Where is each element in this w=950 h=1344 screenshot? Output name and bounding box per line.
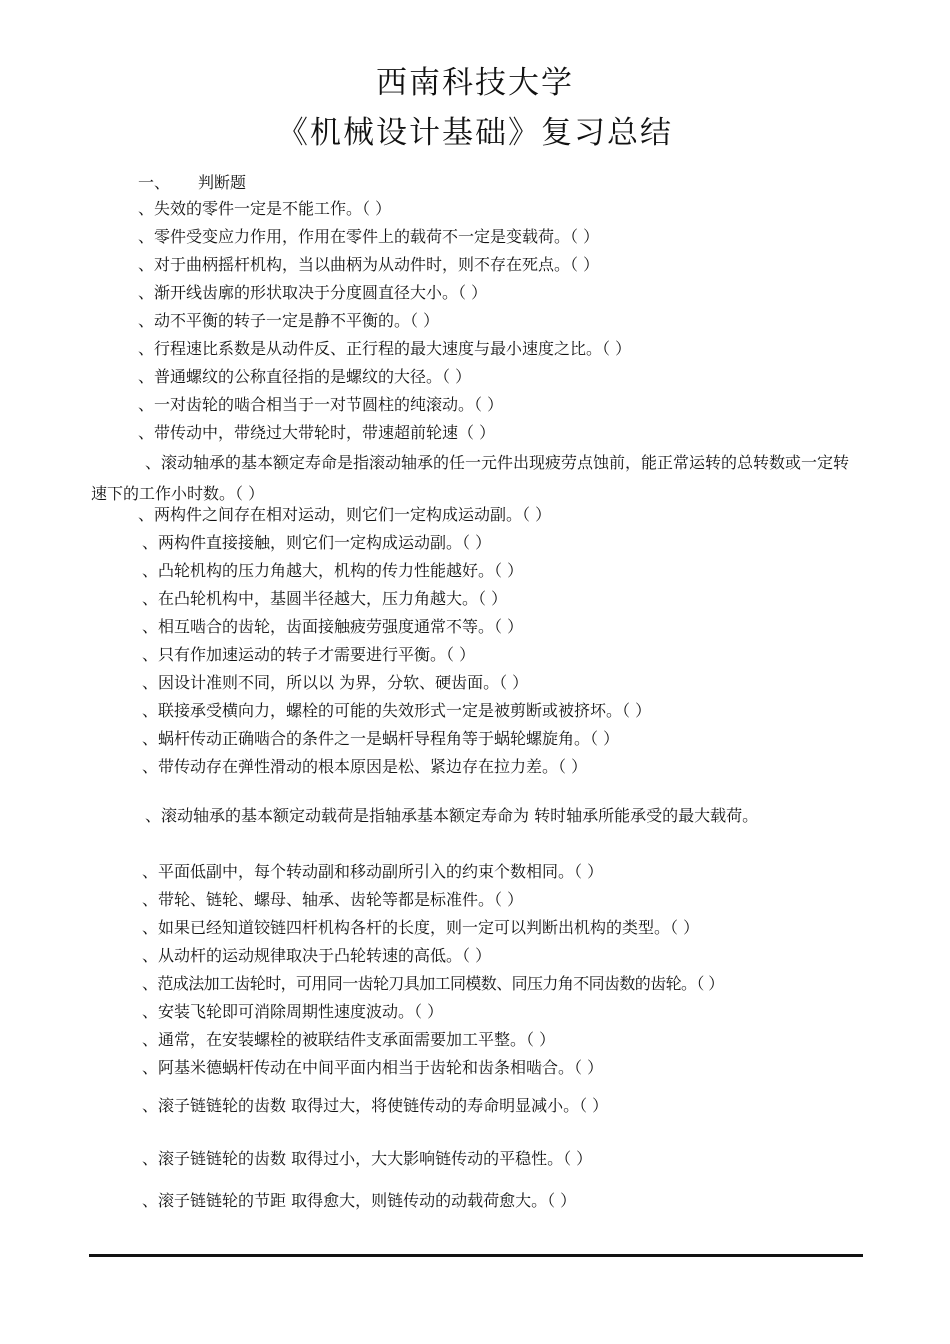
question-item: 、范成法加工齿轮时，可用同一齿轮刀具加工同模数、同压力角不同齿数的齿轮。（ ） [142,974,724,993]
question-item: 、动不平衡的转子一定是静不平衡的。（ ） [138,311,440,330]
question-item: 、滚子链链轮的节距 取得愈大，则链传动的动载荷愈大。（ ） [142,1191,577,1210]
question-item: 、阿基米德蜗杆传动在中间平面内相当于齿轮和齿条相啮合。（ ） [142,1058,604,1077]
course-title: 《机械设计基础》复习总结 [277,115,673,151]
question-item: 、两构件之间存在相对运动，则它们一定构成运动副。（ ） [138,505,552,524]
question-item: 、行程速比系数是从动件反、正行程的最大速度与最小速度之比。（ ） [138,339,632,358]
question-item: 、普通螺纹的公称直径指的是螺纹的大径。（ ） [138,367,472,386]
question-item: 、安装飞轮即可消除周期性速度波动。（ ） [142,1002,444,1021]
question-item: 、通常，在安装螺栓的被联结件支承面需要加工平整。（ ） [142,1030,556,1049]
question-item-wrapped: 、滚动轴承的基本额定寿命是指滚动轴承的任一元件出现疲劳点蚀前，能正常运转的总转数或一定转速下的工作小时数。（ ） [91,453,850,503]
question-item: 、只有作加速运动的转子才需要进行平衡。（ ） [142,645,476,664]
bottom-divider [89,1254,863,1257]
question-item: 、凸轮机构的压力角越大，机构的传力性能越好。（ ） [142,561,524,580]
question-item: 、带传动存在弹性滑动的根本原因是松、紧边存在拉力差。（ ） [142,757,588,776]
section-heading [138,170,246,193]
university-title: 西南科技大学 [376,65,574,101]
question-item: 、一对齿轮的啮合相当于一对节圆柱的纯滚动。（ ） [138,395,504,414]
question-item: 、带传动中，带绕过大带轮时，带速超前轮速（ ） [138,423,496,442]
question-item: 、滚子链链轮的齿数 取得过大，将使链传动的寿命明显减小。（ ） [142,1096,609,1115]
section-number: 一、 [138,173,171,192]
question-item: 、从动杆的运动规律取决于凸轮转速的高低。（ ） [142,946,492,965]
question-item: 、滚子链链轮的齿数 取得过小，大大影响链传动的平稳性。（ ） [142,1149,593,1168]
question-item: 、平面低副中，每个转动副和移动副所引入的约束个数相同。（ ） [142,862,604,881]
question-item: 、失效的零件一定是不能工作。（ ） [138,199,392,218]
question-item: 、在凸轮机构中，基圆半径越大，压力角越大。（ ） [142,589,508,608]
question-item: 、渐开线齿廓的形状取决于分度圆直径大小。（ ） [138,283,488,302]
question-item: 、两构件直接接触，则它们一定构成运动副。（ ） [142,533,492,552]
question-item: 、带轮、链轮、螺母、轴承、齿轮等都是标准件。（ ） [142,890,524,909]
section-name: 判断题 [198,173,247,192]
question-item: 、对于曲柄摇杆机构，当以曲柄为从动件时，则不存在死点。（ ） [138,255,600,274]
question-item: 、如果已经知道铰链四杆机构各杆的长度，则一定可以判断出机构的类型。（ ） [142,918,700,937]
question-item: 、因设计准则不同，所以以 为界，分软、硬齿面。（ ） [142,673,529,692]
question-item: 、联接承受横向力，螺栓的可能的失效形式一定是被剪断或被挤坏。（ ） [142,701,652,720]
question-item-wrapped: 、滚动轴承的基本额定动载荷是指轴承基本额定寿命为 转时轴承所能承受的最大载荷。 [145,806,759,825]
question-item: 、零件受变应力作用，作用在零件上的载荷不一定是变载荷。（ ） [138,227,600,246]
question-item: 、蜗杆传动正确啮合的条件之一是蜗杆导程角等于蜗轮螺旋角。（ ） [142,729,620,748]
question-item: 、相互啮合的齿轮，齿面接触疲劳强度通常不等。（ ） [142,617,524,636]
